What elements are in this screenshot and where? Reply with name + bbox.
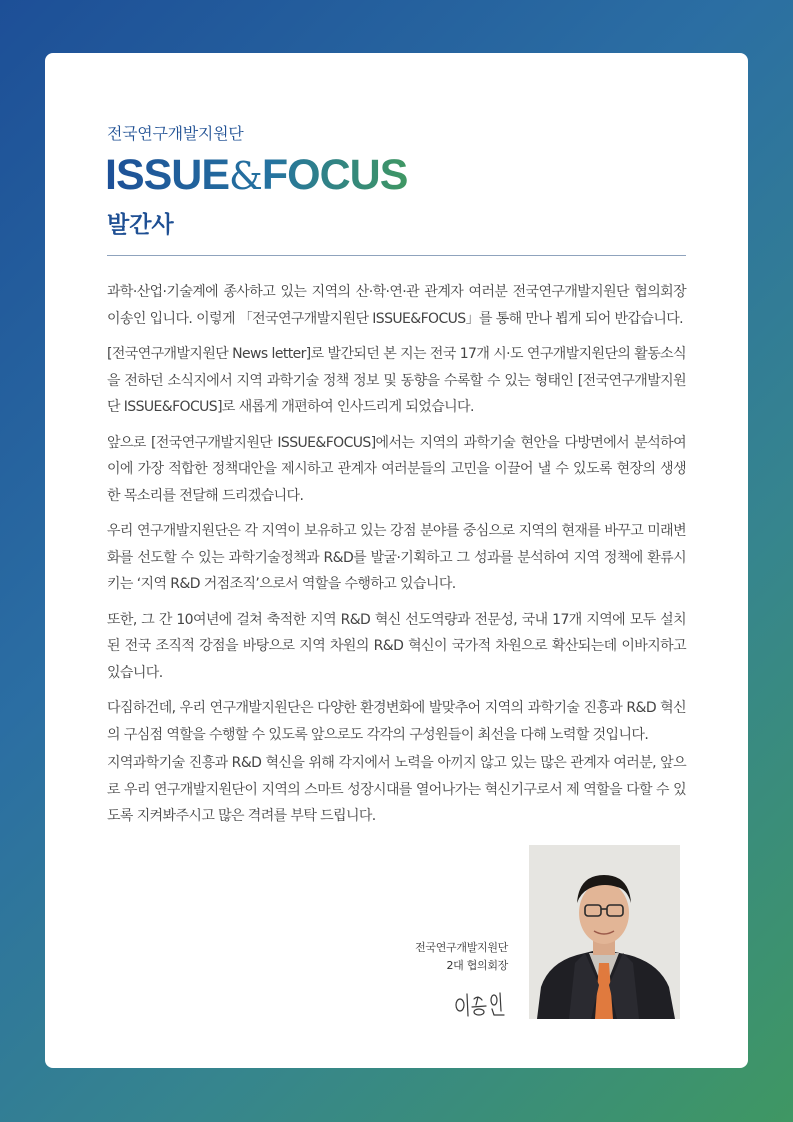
paragraph: [전국연구개발지원단 News letter]로 발간되던 본 지는 전국 17개 시·도 연구개발지원단의 활동소식을 전하던 소식지에서 지역 과학기술 정책 정보 및 동향을 수록할 수 있는 형태인 [전국연구개발지원단 ISSUE&FOCUS]로 새롭게 개편하여 인사드리게 되었습니다. xyxy=(107,346,686,415)
letter-card xyxy=(45,53,748,1068)
signature-block xyxy=(415,939,508,975)
publication-logo xyxy=(105,149,407,202)
handwritten-signature xyxy=(452,985,512,1019)
org-name: 전국연구개발지원단 xyxy=(107,124,244,143)
paragraph: 지역과학기술 진흥과 R&D 혁신을 위해 각지에서 노력을 아끼지 않고 있는 많은 관계자 여러분, 앞으로 우리 연구개발지원단이 지역의 스마트 성장시대를 열어나가는 혁신기구로서 제 역할을 다할 수 있도록 지켜봐주시고 많은 격려를 부탁 드립니다. xyxy=(107,755,686,824)
signature-role: 2대 협의회장 xyxy=(446,959,508,972)
paragraph: 앞으로 [전국연구개발지원단 ISSUE&FOCUS]에서는 지역의 과학기술 현안을 다방면에서 분석하여 이에 가장 적합한 정책대안을 제시하고 관계자 여러분들의 고민을 이끌어 낼 수 있도록 현장의 생생한 목소리를 전달해 드리겠습니다. xyxy=(107,434,686,504)
letter-body xyxy=(107,279,686,839)
logo-ampersand: & xyxy=(229,154,262,198)
paragraph: 우리 연구개발지원단은 각 지역이 보유하고 있는 강점 분야를 중심으로 지역의 현재를 바꾸고 미래변화를 선도할 수 있는 과학기술정책과 R&D를 발굴·기획하고 그 성과를 분석하여 지역 정책에 환류시키는 ‘지역 R&D 거점조직’으로서 역할을 수행하고 있습니다. xyxy=(107,523,686,592)
paragraph: 다짐하건데, 우리 연구개발지원단은 다양한 환경변화에 발맞추어 지역의 과학기술 진흥과 R&D 혁신의 구심점 역할을 수행할 수 있도록 앞으로도 각각의 구성원들이 최선을 다해 노력할 것입니다. xyxy=(107,700,686,743)
portrait-image xyxy=(529,845,680,1019)
title-divider xyxy=(107,255,686,256)
signature-org: 전국연구개발지원단 xyxy=(415,941,508,954)
logo-focus: FOCUS xyxy=(261,151,408,199)
paragraph: 과학·산업·기술계에 종사하고 있는 지역의 산·학·연·관 관계자 여러분 전국연구개발지원단 협의회장 이송인 입니다. 이렇게 「전국연구개발지원단 ISSUE&FOCUS」를 통해 만나 뵙게 되어 반갑습니다. xyxy=(107,284,686,327)
paragraph: 또한, 그 간 10여년에 걸쳐 축적한 지역 R&D 혁신 선도역량과 전문성, 국내 17개 지역에 모두 설치된 전국 조직적 강점을 바탕으로 지역 차원의 R&D 혁신이 국가적 차원으로 확산되는데 이바지하고 있습니다. xyxy=(107,611,686,681)
chairman-portrait xyxy=(529,845,680,1019)
logo-issue: ISSUE xyxy=(105,151,230,199)
page-title: 발간사 xyxy=(107,212,174,238)
